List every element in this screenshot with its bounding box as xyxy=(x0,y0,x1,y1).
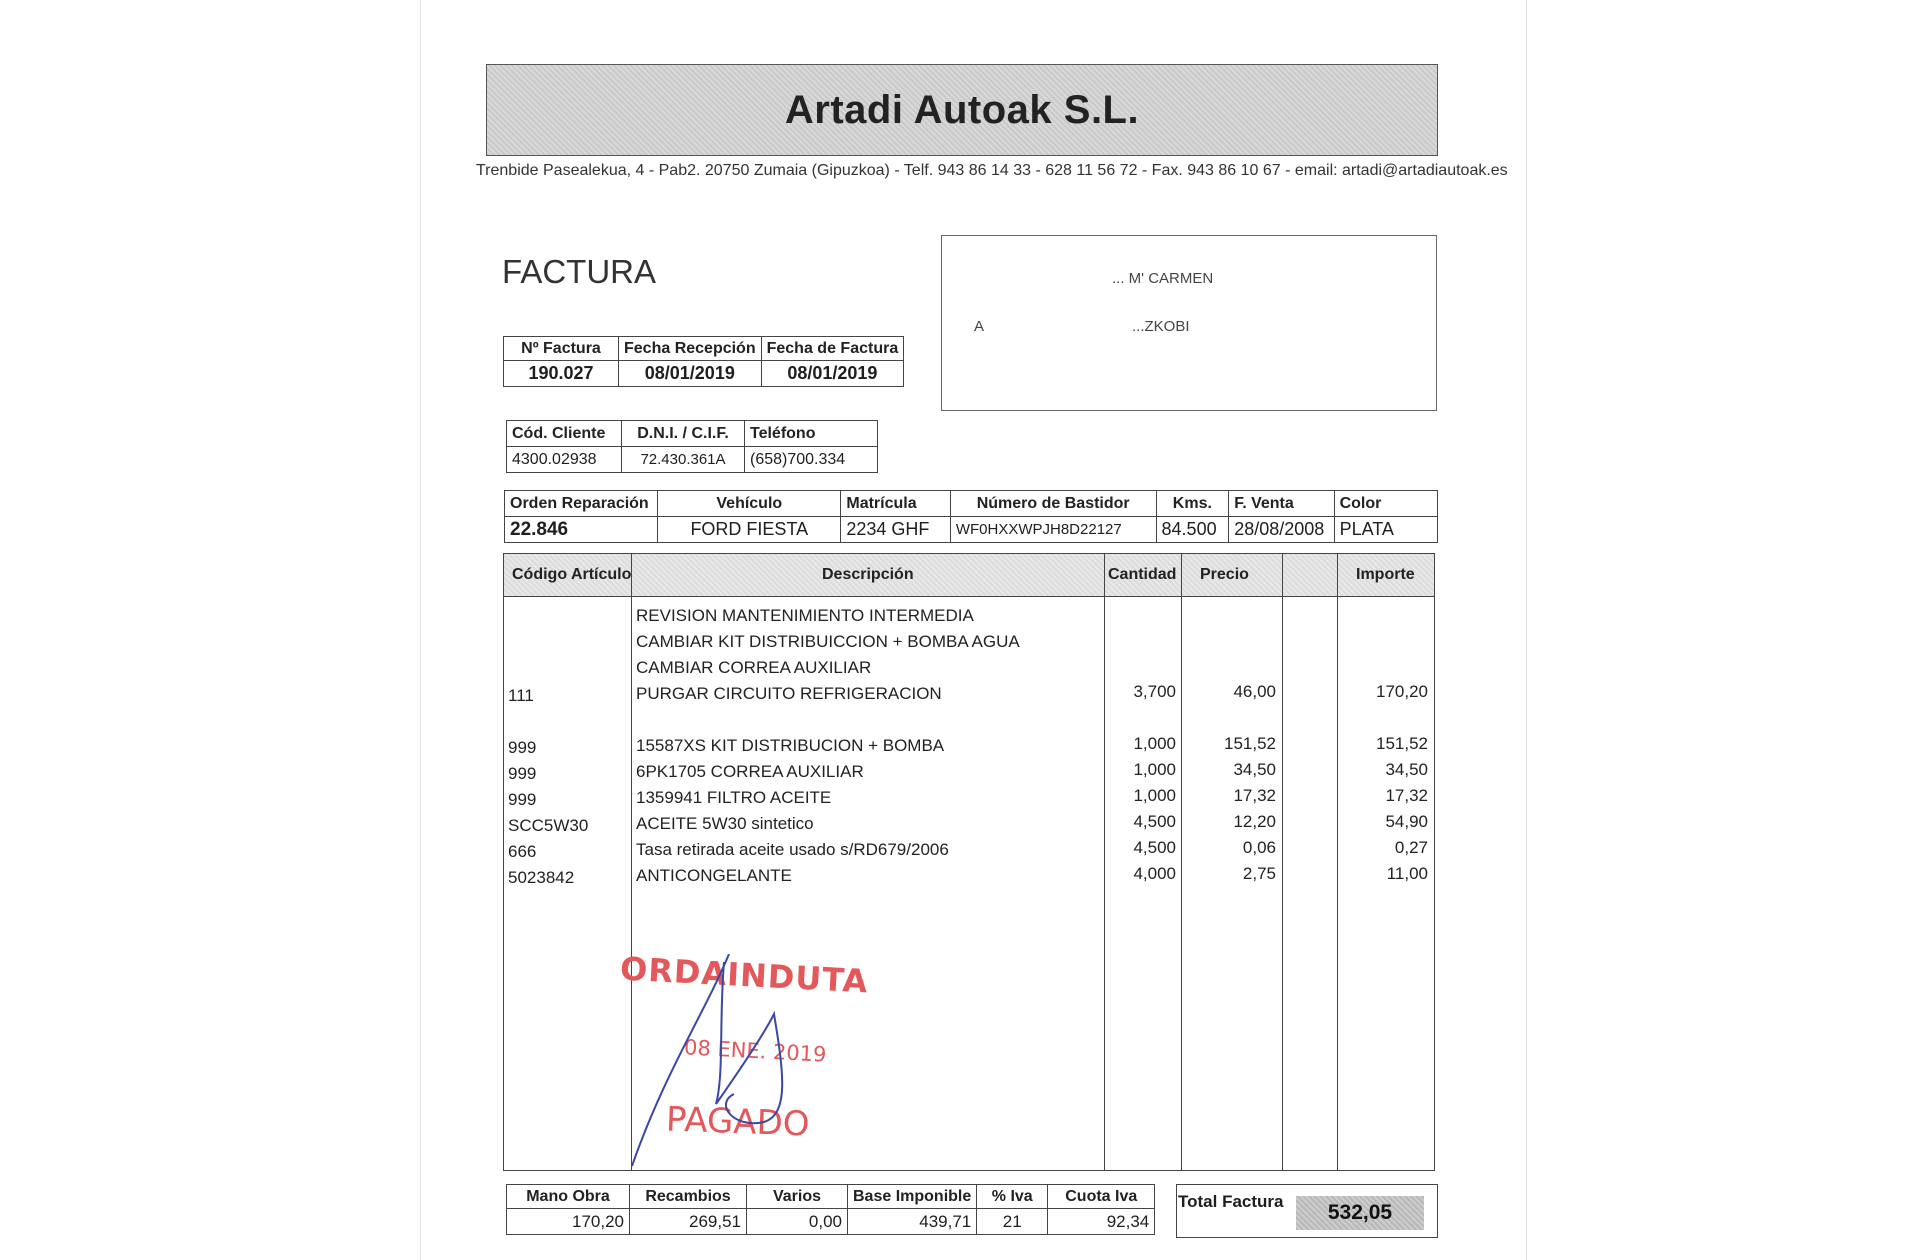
item-price: 0,06 xyxy=(1242,838,1276,857)
header-amount: Importe xyxy=(1356,566,1415,583)
header-vehicle: Vehículo xyxy=(658,491,841,517)
invoice-date: 08/01/2019 xyxy=(761,361,904,387)
header-parts: Recambios xyxy=(630,1185,747,1209)
header-price: Precio xyxy=(1200,566,1249,583)
client-address: ...ZKOBI xyxy=(1132,318,1190,335)
item-code: 999 xyxy=(508,738,537,757)
totals-table xyxy=(506,1184,1155,1235)
item-quantity: 4,500 xyxy=(1133,838,1176,857)
item-amount: 34,50 xyxy=(1385,760,1428,779)
header-tax-base: Base Imponible xyxy=(848,1185,977,1209)
service-line: CAMBIAR KIT DISTRIBUICCION + BOMBA AGUA xyxy=(636,632,1020,651)
item-amount: 0,27 xyxy=(1394,838,1428,857)
total-invoice-label: Total Factura xyxy=(1178,1192,1284,1211)
item-amount: 54,90 xyxy=(1385,812,1428,831)
header-color: Color xyxy=(1334,491,1437,517)
header-sale-date: F. Venta xyxy=(1229,491,1334,517)
item-code: 5023842 xyxy=(508,868,575,887)
header-client-code: Cód. Cliente xyxy=(507,421,622,447)
items-table xyxy=(503,553,1435,1171)
paid-stamp-pagado: PAGADO xyxy=(665,1099,811,1145)
signature xyxy=(624,954,844,1170)
header-phone: Teléfono xyxy=(745,421,878,447)
item-quantity: 1,000 xyxy=(1133,786,1176,805)
item-description: 1359941 FILTRO ACEITE xyxy=(636,788,832,807)
item-description: ANTICONGELANTE xyxy=(636,866,792,885)
item-description: PURGAR CIRCUITO REFRIGERACION xyxy=(636,684,942,703)
header-reception-date: Fecha Recepción xyxy=(619,337,762,361)
client-dni: 72.430.361A xyxy=(622,447,745,473)
item-description: ACEITE 5W30 sintetico xyxy=(636,814,814,833)
total-invoice-value: 532,05 xyxy=(1296,1196,1424,1230)
document-title: FACTURA xyxy=(502,253,657,290)
item-price: 12,20 xyxy=(1233,812,1276,831)
item-amount: 170,20 xyxy=(1376,682,1428,701)
vehicle-info-table xyxy=(504,490,1438,543)
item-price: 46,00 xyxy=(1233,682,1276,701)
header-article-code: Código Artículo xyxy=(512,566,632,583)
item-code: 666 xyxy=(508,842,537,861)
parts-total: 269,51 xyxy=(630,1209,747,1235)
item-amount: 11,00 xyxy=(1386,864,1428,883)
vat-rate: 21 xyxy=(977,1209,1048,1235)
item-description: 6PK1705 CORREA AUXILIAR xyxy=(636,762,864,781)
customer-info-table xyxy=(506,420,878,473)
client-address-box xyxy=(941,235,1437,411)
invoice-info-table xyxy=(503,336,904,387)
item-price: 151,52 xyxy=(1224,734,1276,753)
header-chassis: Número de Bastidor xyxy=(950,491,1156,517)
header-labour: Mano Obra xyxy=(507,1185,630,1209)
header-vat-rate: % Iva xyxy=(977,1185,1048,1209)
item-price: 34,50 xyxy=(1233,760,1276,779)
client-code: 4300.02938 xyxy=(507,447,622,473)
header-plate: Matrícula xyxy=(841,491,950,517)
company-header xyxy=(486,64,1438,156)
item-quantity: 4,000 xyxy=(1133,864,1176,883)
client-name: ... M' CARMEN xyxy=(1112,270,1214,287)
item-amount: 17,32 xyxy=(1385,786,1428,805)
header-kms: Kms. xyxy=(1156,491,1229,517)
item-code: 999 xyxy=(508,790,537,809)
item-quantity: 3,700 xyxy=(1133,682,1176,701)
invoice-number: 190.027 xyxy=(504,361,619,387)
header-invoice-number: Nº Factura xyxy=(504,337,619,361)
chassis-number: WF0HXXWPJH8D22127 xyxy=(950,517,1156,543)
item-quantity: 4,500 xyxy=(1133,812,1176,831)
header-vat-amount: Cuota Iva xyxy=(1048,1185,1155,1209)
repair-order: 22.846 xyxy=(505,517,658,543)
header-other: Varios xyxy=(747,1185,848,1209)
paid-stamp-ordainduta: ORDAINDUTA xyxy=(619,949,870,1001)
item-code: SCC5W30 xyxy=(508,816,589,835)
service-line: CAMBIAR CORREA AUXILIAR xyxy=(636,658,872,677)
kms: 84.500 xyxy=(1156,517,1229,543)
plate: 2234 GHF xyxy=(841,517,950,543)
reception-date: 08/01/2019 xyxy=(619,361,762,387)
client-address-prefix: A xyxy=(974,318,985,335)
item-code: 999 xyxy=(508,764,537,783)
sale-date: 28/08/2008 xyxy=(1229,517,1334,543)
item-amount: 151,52 xyxy=(1376,734,1428,753)
company-address: Trenbide Pasealekua, 4 - Pab2. 20750 Zumaia (Gipuzkoa) - Telf. 943 86 14 33 - 628 11 56 72 - Fax. 943 86 10 67 - email: artadi@artadiautoak.es xyxy=(476,162,1508,179)
tax-base: 439,71 xyxy=(848,1209,977,1235)
item-price: 17,32 xyxy=(1233,786,1276,805)
item-description: Tasa retirada aceite usado s/RD679/2006 xyxy=(636,840,949,859)
header-repair-order: Orden Reparación xyxy=(505,491,658,517)
item-quantity: 1,000 xyxy=(1133,760,1176,779)
vat-amount: 92,34 xyxy=(1048,1209,1155,1235)
item-code: 111 xyxy=(508,686,534,705)
client-phone: (658)700.334 xyxy=(745,447,878,473)
service-line: REVISION MANTENIMIENTO INTERMEDIA xyxy=(636,606,974,625)
item-price: 2,75 xyxy=(1242,864,1276,883)
vehicle-model: FORD FIESTA xyxy=(658,517,841,543)
header-description: Descripción xyxy=(822,566,914,583)
header-quantity: Cantidad xyxy=(1108,566,1177,583)
item-quantity: 1,000 xyxy=(1133,734,1176,753)
header-invoice-date: Fecha de Factura xyxy=(761,337,904,361)
items-table-header xyxy=(504,554,1434,597)
labour-total: 170,20 xyxy=(507,1209,630,1235)
paid-stamp-date: 08 ENE. 2019 xyxy=(683,1035,827,1067)
other-total: 0,00 xyxy=(747,1209,848,1235)
company-name: Artadi Autoak S.L. xyxy=(784,87,1140,132)
vehicle-color: PLATA xyxy=(1334,517,1437,543)
item-description: 15587XS KIT DISTRIBUCION + BOMBA xyxy=(636,736,945,755)
header-dni: D.N.I. / C.I.F. xyxy=(622,421,745,447)
